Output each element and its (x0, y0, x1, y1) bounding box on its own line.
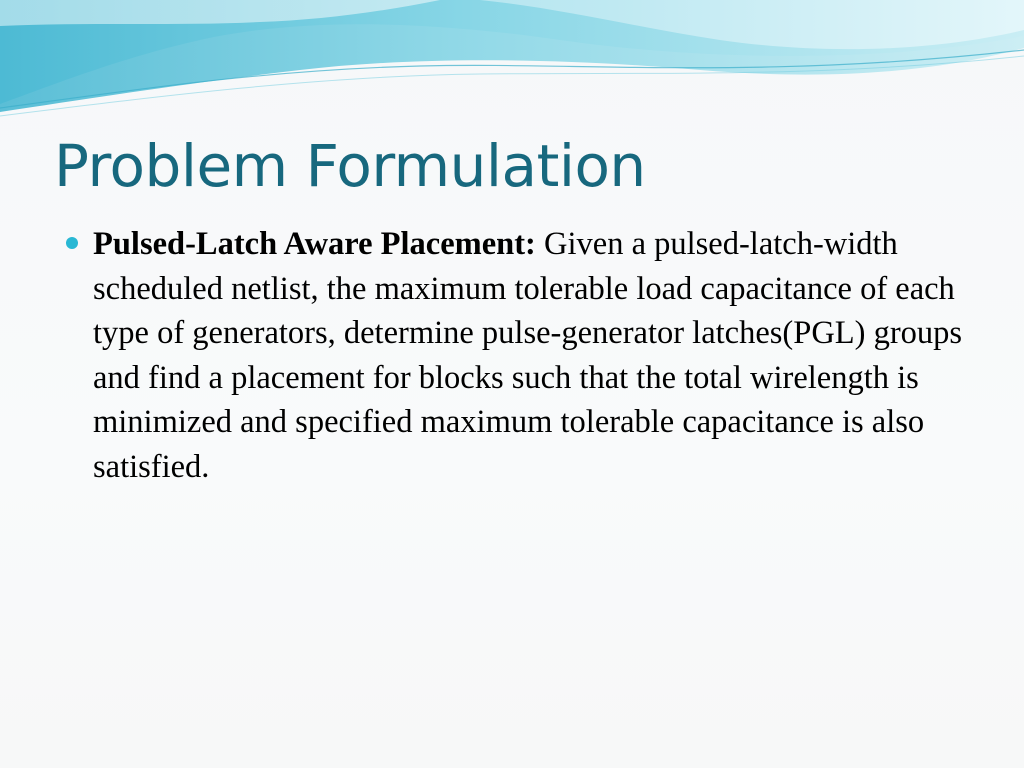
bullet-heading: Pulsed-Latch Aware Placement: (93, 226, 536, 262)
bullet-item (66, 222, 966, 490)
bullet-text: Given a pulsed-latch-width scheduled netlist, the maximum tolerable load capacitance of each type of generators, determine pulse-generator latches(PGL) groups and find a placement for blocks such that the total wirelength is minimized and specified maximum tolerable capacitance is also satisfied. (93, 226, 963, 485)
bullet-list (66, 222, 966, 490)
slide-title: Problem Formulation (54, 132, 646, 200)
bullet-dot-icon (66, 237, 78, 249)
decorative-wave-banner (0, 0, 1024, 130)
